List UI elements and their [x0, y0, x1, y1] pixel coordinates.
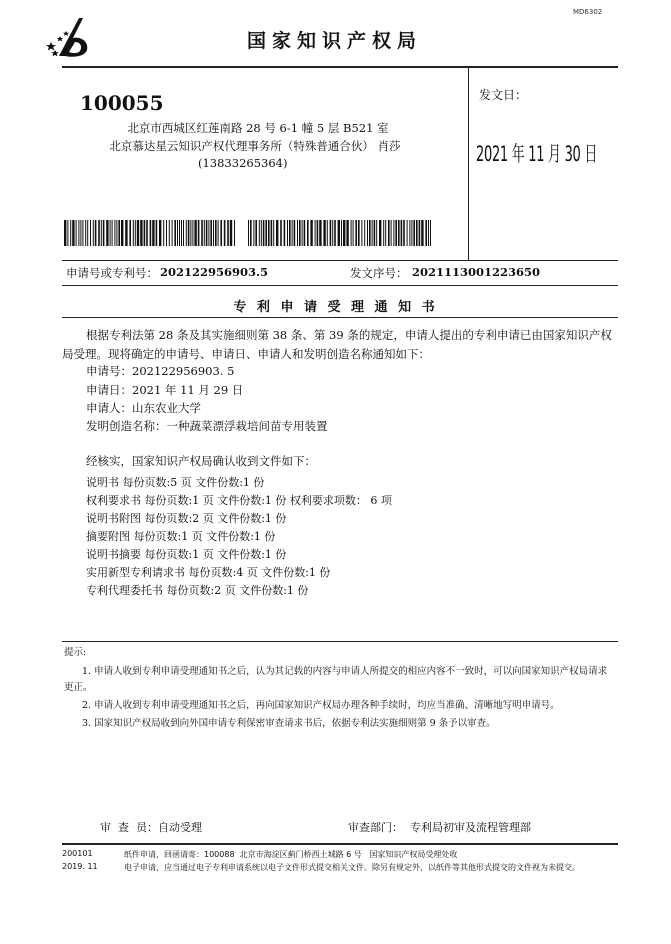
- footer-electronic-notice: 电子申请，应当通过电子专利申请系统以电子文件形式提交相关文件。除另有规定外，以纸件等其他形式提交的文件视为未提交。: [124, 863, 580, 872]
- serial-label: 发文序号：: [350, 266, 408, 280]
- document-item: 说明书附图 每份页数:2 页 文件份数:1 份: [86, 512, 287, 525]
- hint-item: 1. 申请人收到专利申请受理通知书之后，认为其记载的内容与申请人所提交的相应内容不一致时，可以向国家知识产权局请求更正。: [64, 666, 608, 693]
- header-bottom-rule: [62, 260, 618, 261]
- document-item: 摘要附图 每份页数:1 页 文件份数:1 份: [86, 530, 276, 543]
- application-row-rule: [62, 285, 618, 286]
- issue-date-value: 2021 年 11 月 30 日: [476, 142, 598, 166]
- footer-paper-notice: 纸件申请，回函请寄：100088 北京市海淀区蓟门桥西土城路 6 号 国家知识产权局受理处收: [124, 850, 458, 859]
- office-name: 国家知识产权局: [247, 30, 423, 52]
- title-rule: [62, 317, 618, 318]
- barcode-left: [64, 220, 236, 246]
- header-top-rule: [62, 66, 618, 68]
- form-code: MD6302: [573, 8, 603, 16]
- footer-date: 2019. 11: [62, 862, 98, 871]
- document-item: 实用新型专利请求书 每份页数:4 页 文件份数:1 份: [86, 566, 331, 579]
- detail-applicant: 申请人：山东农业大学: [86, 401, 201, 415]
- document-item: 专利代理委托书 每份页数:2 页 文件份数:1 份: [86, 584, 309, 597]
- barcode-right: [248, 220, 432, 246]
- application-number-label: 申请号或专利号：: [66, 266, 158, 280]
- address-line-3: (13833265364): [198, 156, 288, 170]
- examining-department: 审查部门： 专利局初审及流程管理部: [348, 821, 531, 834]
- documents-intro: 经核实，国家知识产权局确认收到文件如下：: [86, 454, 316, 468]
- application-number-value: 202122956903.5: [160, 265, 269, 279]
- document-item: 说明书 每份页数:5 页 文件份数:1 份: [86, 476, 265, 489]
- examiner: 审 查 员：自动受理: [100, 821, 202, 834]
- document-item: 权利要求书 每份页数:1 页 文件份数:1 份 权利要求项数： 6 项: [86, 494, 392, 507]
- issue-date-label: 发文日：: [479, 88, 528, 102]
- detail-application-date: 申请日：2021 年 11 月 29 日: [86, 383, 244, 397]
- cnipa-logo-icon: [45, 14, 101, 58]
- header-divider: [468, 66, 469, 260]
- detail-invention-title: 发明创造名称：一种蔬菜漂浮栽培间苗专用装置: [86, 419, 328, 433]
- document-item: 说明书摘要 每份页数:1 页 文件份数:1 份: [86, 548, 287, 561]
- address-line-1: 北京市西城区红莲南路 28 号 6-1 幢 5 层 B521 室: [127, 121, 389, 135]
- hints-rule: [62, 641, 618, 642]
- intro-paragraph: 根据专利法第 28 条及其实施细则第 38 条、第 39 条的规定，申请人提出的专利申请已由国家知识产权局受理。现将确定的申请号、申请日、申请人和发明创造名称通知如下：: [62, 328, 612, 361]
- notice-title: 专 利 申 请 受 理 通 知 书: [233, 300, 438, 315]
- hint-item: 3. 国家知识产权局收到向外国申请专利保密审查请求书后，依据专利法实施细则第 9 条予以审查。: [82, 718, 496, 729]
- address-line-2: 北京慕达星云知识产权代理事务所（特殊普通合伙） 肖莎: [109, 139, 401, 153]
- postal-code: 100055: [80, 91, 164, 115]
- hint-item: 2. 申请人收到专利申请受理通知书之后，再向国家知识产权局办理各种手续时，均应当准确、清晰地写明申请号。: [82, 700, 560, 711]
- footer-rule: [62, 843, 618, 845]
- hints-label: 提示:: [64, 647, 87, 658]
- serial-value: 2021113001223650: [412, 265, 541, 279]
- detail-application-number: 申请号：202122956903. 5: [86, 364, 235, 378]
- footer-code: 200101: [62, 849, 93, 858]
